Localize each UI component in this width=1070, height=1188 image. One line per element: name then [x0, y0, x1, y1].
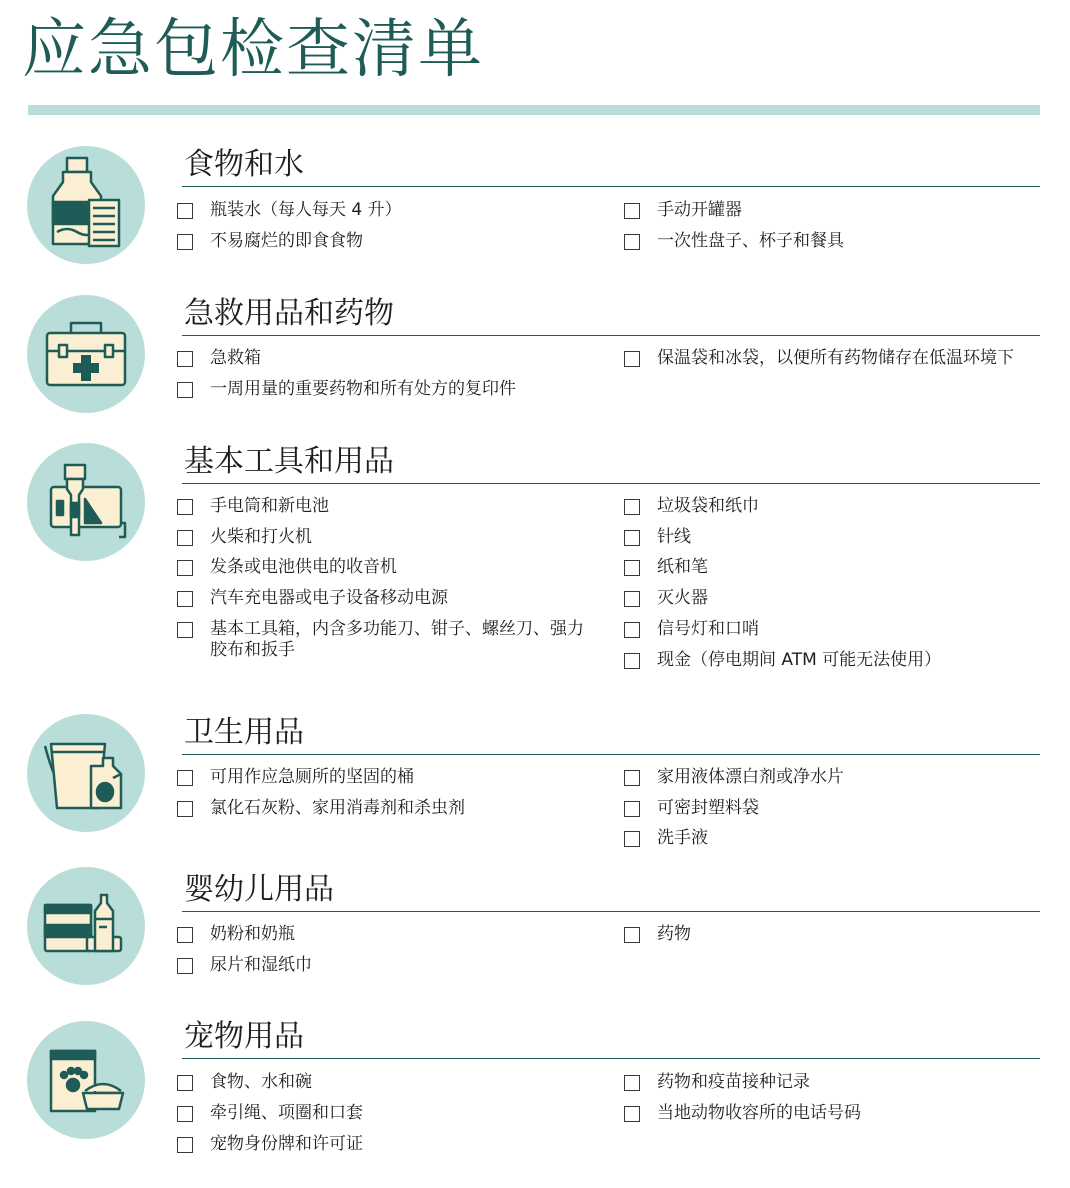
item-label: 食物、水和碗 — [210, 1072, 312, 1092]
item-label: 氯化石灰粉、家用消毒剂和杀虫剂 — [210, 798, 465, 818]
checkbox[interactable] — [624, 234, 640, 250]
checkbox[interactable] — [624, 530, 640, 546]
checkbox[interactable] — [177, 351, 193, 367]
checkbox[interactable] — [177, 203, 193, 219]
checkbox[interactable] — [624, 927, 640, 943]
checklist-item[interactable] — [624, 200, 1044, 221]
checklist-item[interactable] — [624, 1103, 1044, 1124]
checklist-item[interactable] — [624, 1072, 1044, 1093]
checklist-item[interactable] — [177, 557, 597, 578]
flashlight-icon — [27, 443, 145, 561]
checkbox[interactable] — [624, 831, 640, 847]
item-label: 纸和笔 — [657, 557, 708, 577]
checkbox[interactable] — [624, 591, 640, 607]
item-label: 手电筒和新电池 — [210, 496, 329, 516]
checklist-item[interactable] — [177, 379, 597, 400]
checklist-item[interactable] — [624, 527, 1044, 548]
checkbox[interactable] — [177, 560, 193, 576]
item-label: 灭火器 — [657, 588, 708, 608]
item-label: 基本工具箱，内含多功能刀、钳子、螺丝刀、强力胶布和扳手 — [210, 619, 584, 660]
checklist-item[interactable] — [624, 496, 1044, 517]
checkbox[interactable] — [177, 1075, 193, 1091]
checkbox[interactable] — [177, 382, 193, 398]
checkbox[interactable] — [177, 927, 193, 943]
item-label: 不易腐烂的即食食物 — [210, 231, 363, 251]
checklist-item[interactable] — [624, 619, 1044, 640]
item-label: 尿片和湿纸巾 — [210, 955, 312, 975]
section-header — [182, 714, 1040, 755]
checkbox[interactable] — [177, 499, 193, 515]
section-title: 婴幼儿用品 — [184, 872, 334, 907]
item-label: 家用液体漂白剂或净水片 — [657, 767, 844, 787]
section-title: 食物和水 — [184, 147, 304, 182]
item-label: 信号灯和口哨 — [657, 619, 759, 639]
checklist-item[interactable] — [624, 650, 1044, 671]
checklist-item[interactable] — [177, 1072, 597, 1093]
checklist-item[interactable] — [177, 1134, 597, 1155]
water-bottle-icon — [27, 146, 145, 264]
item-label: 急救箱 — [210, 348, 261, 368]
first-aid-kit-icon — [27, 295, 145, 413]
section-header — [182, 871, 1040, 912]
page-title: 应急包检查清单 — [22, 13, 484, 87]
item-label: 手动开罐器 — [657, 200, 742, 220]
checklist-item[interactable] — [177, 348, 597, 369]
item-label: 针线 — [657, 527, 691, 547]
pet-food-icon — [27, 1021, 145, 1139]
checklist-item[interactable] — [624, 924, 1044, 945]
checkbox[interactable] — [177, 1137, 193, 1153]
checklist-item[interactable] — [624, 798, 1044, 819]
checkbox[interactable] — [624, 351, 640, 367]
item-label: 药物 — [657, 924, 691, 944]
checkbox[interactable] — [624, 653, 640, 669]
checkbox[interactable] — [177, 801, 193, 817]
checkbox[interactable] — [177, 530, 193, 546]
section-title: 卫生用品 — [184, 715, 304, 750]
item-label: 瓶装水（每人每天 4 升） — [210, 200, 402, 220]
checkbox[interactable] — [624, 801, 640, 817]
item-label: 当地动物收容所的电话号码 — [657, 1103, 861, 1123]
section-header — [182, 443, 1040, 484]
checklist-item[interactable] — [177, 527, 597, 548]
item-label: 一周用量的重要药物和所有处方的复印件 — [210, 379, 516, 399]
item-label: 可用作应急厕所的坚固的桶 — [210, 767, 414, 787]
checklist-item[interactable] — [177, 496, 597, 517]
item-label: 现金（停电期间 ATM 可能无法使用） — [657, 650, 942, 670]
item-label: 可密封塑料袋 — [657, 798, 759, 818]
checklist-item[interactable] — [177, 200, 597, 221]
checklist-item[interactable] — [177, 231, 597, 252]
checkbox[interactable] — [624, 203, 640, 219]
checklist-item[interactable] — [177, 767, 597, 788]
checklist-item[interactable] — [624, 231, 1044, 252]
item-label: 保温袋和冰袋，以便所有药物储存在低温环境下 — [657, 348, 1014, 368]
checkbox[interactable] — [177, 958, 193, 974]
checkbox[interactable] — [624, 622, 640, 638]
item-label: 火柴和打火机 — [210, 527, 312, 547]
checklist-item[interactable] — [624, 557, 1044, 578]
item-label: 牵引绳、项圈和口套 — [210, 1103, 363, 1123]
checkbox[interactable] — [177, 234, 193, 250]
checkbox[interactable] — [624, 1075, 640, 1091]
section-header — [182, 146, 1040, 187]
checkbox[interactable] — [624, 770, 640, 786]
checklist-item[interactable] — [624, 348, 1044, 369]
checklist-item[interactable] — [177, 588, 597, 609]
checkbox[interactable] — [177, 770, 193, 786]
item-label: 奶粉和奶瓶 — [210, 924, 295, 944]
section-header — [182, 295, 1040, 336]
checklist-item[interactable] — [177, 619, 587, 661]
item-label: 汽车充电器或电子设备移动电源 — [210, 588, 448, 608]
checklist-item[interactable] — [177, 955, 597, 976]
section-title: 宠物用品 — [184, 1019, 304, 1054]
checkbox[interactable] — [624, 1106, 640, 1122]
title-underline — [28, 105, 1040, 115]
section-title: 基本工具和用品 — [184, 444, 394, 479]
section-header — [182, 1018, 1040, 1059]
checklist-item[interactable] — [177, 924, 597, 945]
checklist-item[interactable] — [177, 798, 597, 819]
checkbox[interactable] — [624, 560, 640, 576]
checkbox[interactable] — [177, 622, 193, 638]
item-label: 垃圾袋和纸巾 — [657, 496, 759, 516]
checklist-item[interactable] — [624, 588, 1044, 609]
checklist-item[interactable] — [624, 828, 1044, 849]
item-label: 洗手液 — [657, 828, 708, 848]
item-label: 发条或电池供电的收音机 — [210, 557, 397, 577]
checkbox[interactable] — [177, 591, 193, 607]
item-label: 宠物身份牌和许可证 — [210, 1134, 363, 1154]
checkbox[interactable] — [177, 1106, 193, 1122]
checklist-item[interactable] — [177, 1103, 597, 1124]
item-label: 一次性盘子、杯子和餐具 — [657, 231, 844, 251]
checklist-item[interactable] — [624, 767, 1044, 788]
baby-formula-bottle-icon — [27, 867, 145, 985]
item-label: 药物和疫苗接种记录 — [657, 1072, 810, 1092]
section-title: 急救用品和药物 — [184, 296, 394, 331]
bucket-bleach-icon — [27, 714, 145, 832]
checkbox[interactable] — [624, 499, 640, 515]
